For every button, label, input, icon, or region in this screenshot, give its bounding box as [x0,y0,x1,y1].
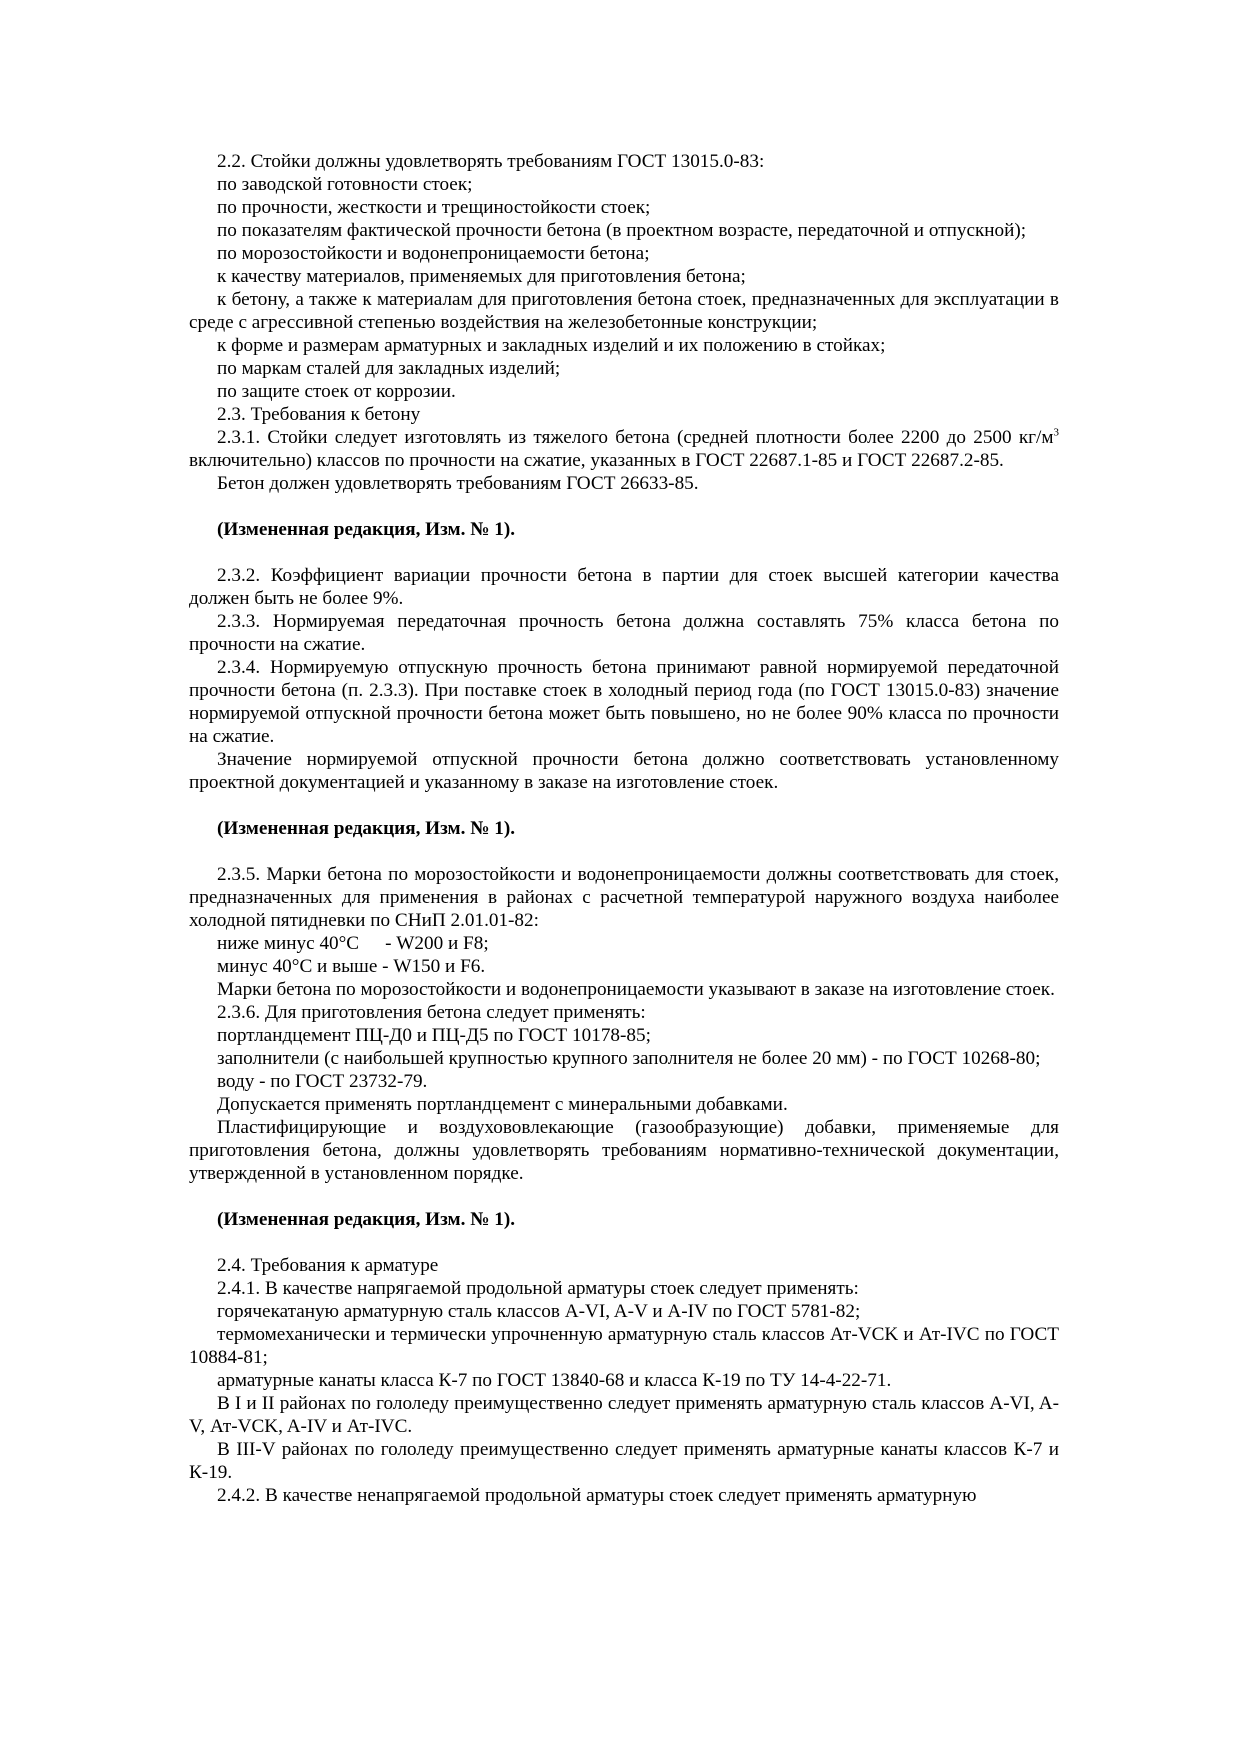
list-item: портландцемент ПЦ-Д0 и ПЦ-Д5 по ГОСТ 10178-85; [217,1025,651,1046]
list-item-condition: ниже минус 40°С [217,933,360,954]
superscript-cube: 3 [1053,426,1059,439]
list-item: по показателям фактической прочности бетона (в проектном возрасте, передаточной и отпускной); [217,220,1027,241]
list-item: по защите стоек от коррозии. [217,381,456,402]
clause-2-3-5: 2.3.5. Марки бетона по морозостойкости и водонепроницаемости должны соответствовать для стоек, предназначенных для применения в районах с расчетной температурой наружного воздуха наиболее холодной пятидневки по СНиП 2.01.01-82: [189,864,1059,931]
list-item: горячекатаную арматурную сталь классов A-VI, A-V и A-IV по ГОСТ 5781-82; [217,1301,861,1322]
clause-2-4-1: 2.4.1. В качестве напрягаемой продольной арматуры стоек следует применять: [217,1278,859,1299]
clause-2-4-2: 2.4.2. В качестве ненапрягаемой продольной арматуры стоек следует применять арматурную [217,1485,977,1506]
list-item: по маркам сталей для закладных изделий; [217,358,561,379]
list-item: по заводской готовности стоек; [217,174,473,195]
clause-2-3-1-text-a: 2.3.1. Стойки следует изготовлять из тяжелого бетона (средней плотности более 2200 до 2500 кг/м [217,427,1054,448]
list-item: по морозостойкости и водонепроницаемости бетона; [217,243,650,264]
list-item: по прочности, жесткости и трещиностойкости стоек; [217,197,651,218]
clause-2-3-4: 2.3.4. Нормируемую отпускную прочность бетона принимают равной нормируемой передаточной прочности бетона (п. 2.3.3). При поставке стоек в холодный период года (по ГОСТ 13015.0-83) значение нормируемой отпускной прочности бетона может быть повышено, но не более 90% класса по прочности на сжатие. [189,657,1059,747]
list-item-value: - W200 и F8; [385,933,489,954]
list-item: к качеству материалов, применяемых для приготовления бетона; [217,266,746,287]
amendment-note: (Измененная редакция, Изм. № 1). [217,1209,516,1230]
paragraph: В III-V районах по гололеду преимущественно следует применять арматурные канаты классов К-7 и К-19. [189,1439,1059,1483]
list-item [189,932,1059,955]
section-heading-2-3: 2.3. Требования к бетону [217,404,421,425]
list-item: заполнители (с наибольшей крупностью крупного заполнителя не более 20 мм) - по ГОСТ 10268-80; [217,1048,1041,1069]
document-page [189,150,1059,1507]
paragraph: Бетон должен удовлетворять требованиям ГОСТ 26633-85. [217,473,699,494]
amendment-note: (Измененная редакция, Изм. № 1). [217,818,516,839]
list-item: к форме и размерам арматурных и закладных изделий и их положению в стойках; [217,335,886,356]
section-heading-2-4: 2.4. Требования к арматуре [217,1255,439,1276]
paragraph: Пластифицирующие и воздухововлекающие (газообразующие) добавки, применяемые для приготовления бетона, должны удовлетворять требованиям нормативно-технической документации, утвержденной в установленном порядке. [189,1117,1059,1184]
list-item: минус 40°С и выше - W150 и F6. [217,956,486,977]
clause-2-2: 2.2. Стойки должны удовлетворять требованиям ГОСТ 13015.0-83: [217,151,765,172]
list-item: арматурные канаты класса К-7 по ГОСТ 13840-68 и класса К-19 по ТУ 14-4-22-71. [217,1370,892,1391]
list-item: к бетону, а также к материалам для приготовления бетона стоек, предназначенных для эксплуатации в среде с агрессивной степенью воздействия на железобетонные конструкции; [189,289,1059,333]
clause-2-3-3: 2.3.3. Нормируемая передаточная прочность бетона должна составлять 75% класса бетона по прочности на сжатие. [189,611,1059,655]
list-item: термомеханически и термически упрочненную арматурную сталь классов Ат-VCK и Ат-IVC по ГОСТ 10884-81; [189,1324,1059,1368]
clause-2-3-1 [189,426,1059,472]
clause-2-3-1-text-b: включительно) классов по прочности на сжатие, указанных в ГОСТ 22687.1-85 и ГОСТ 22687.2-85. [189,450,1004,471]
paragraph: Допускается применять портландцемент с минеральными добавками. [217,1094,788,1115]
clause-2-3-2: 2.3.2. Коэффициент вариации прочности бетона в партии для стоек высшей категории качества должен быть не более 9%. [189,565,1059,609]
paragraph: В I и II районах по гололеду преимущественно следует применять арматурную сталь классов A-VI, A-V, Ат-VCK, A-IV и Ат-IVC. [189,1393,1059,1437]
amendment-note: (Измененная редакция, Изм. № 1). [217,519,516,540]
clause-2-3-6: 2.3.6. Для приготовления бетона следует применять: [217,1002,646,1023]
list-item: воду - по ГОСТ 23732-79. [217,1071,428,1092]
paragraph: Значение нормируемой отпускной прочности бетона должно соответствовать установленному проектной документацией и указанному в заказе на изготовление стоек. [189,749,1059,793]
paragraph: Марки бетона по морозостойкости и водонепроницаемости указывают в заказе на изготовление стоек. [217,979,1055,1000]
